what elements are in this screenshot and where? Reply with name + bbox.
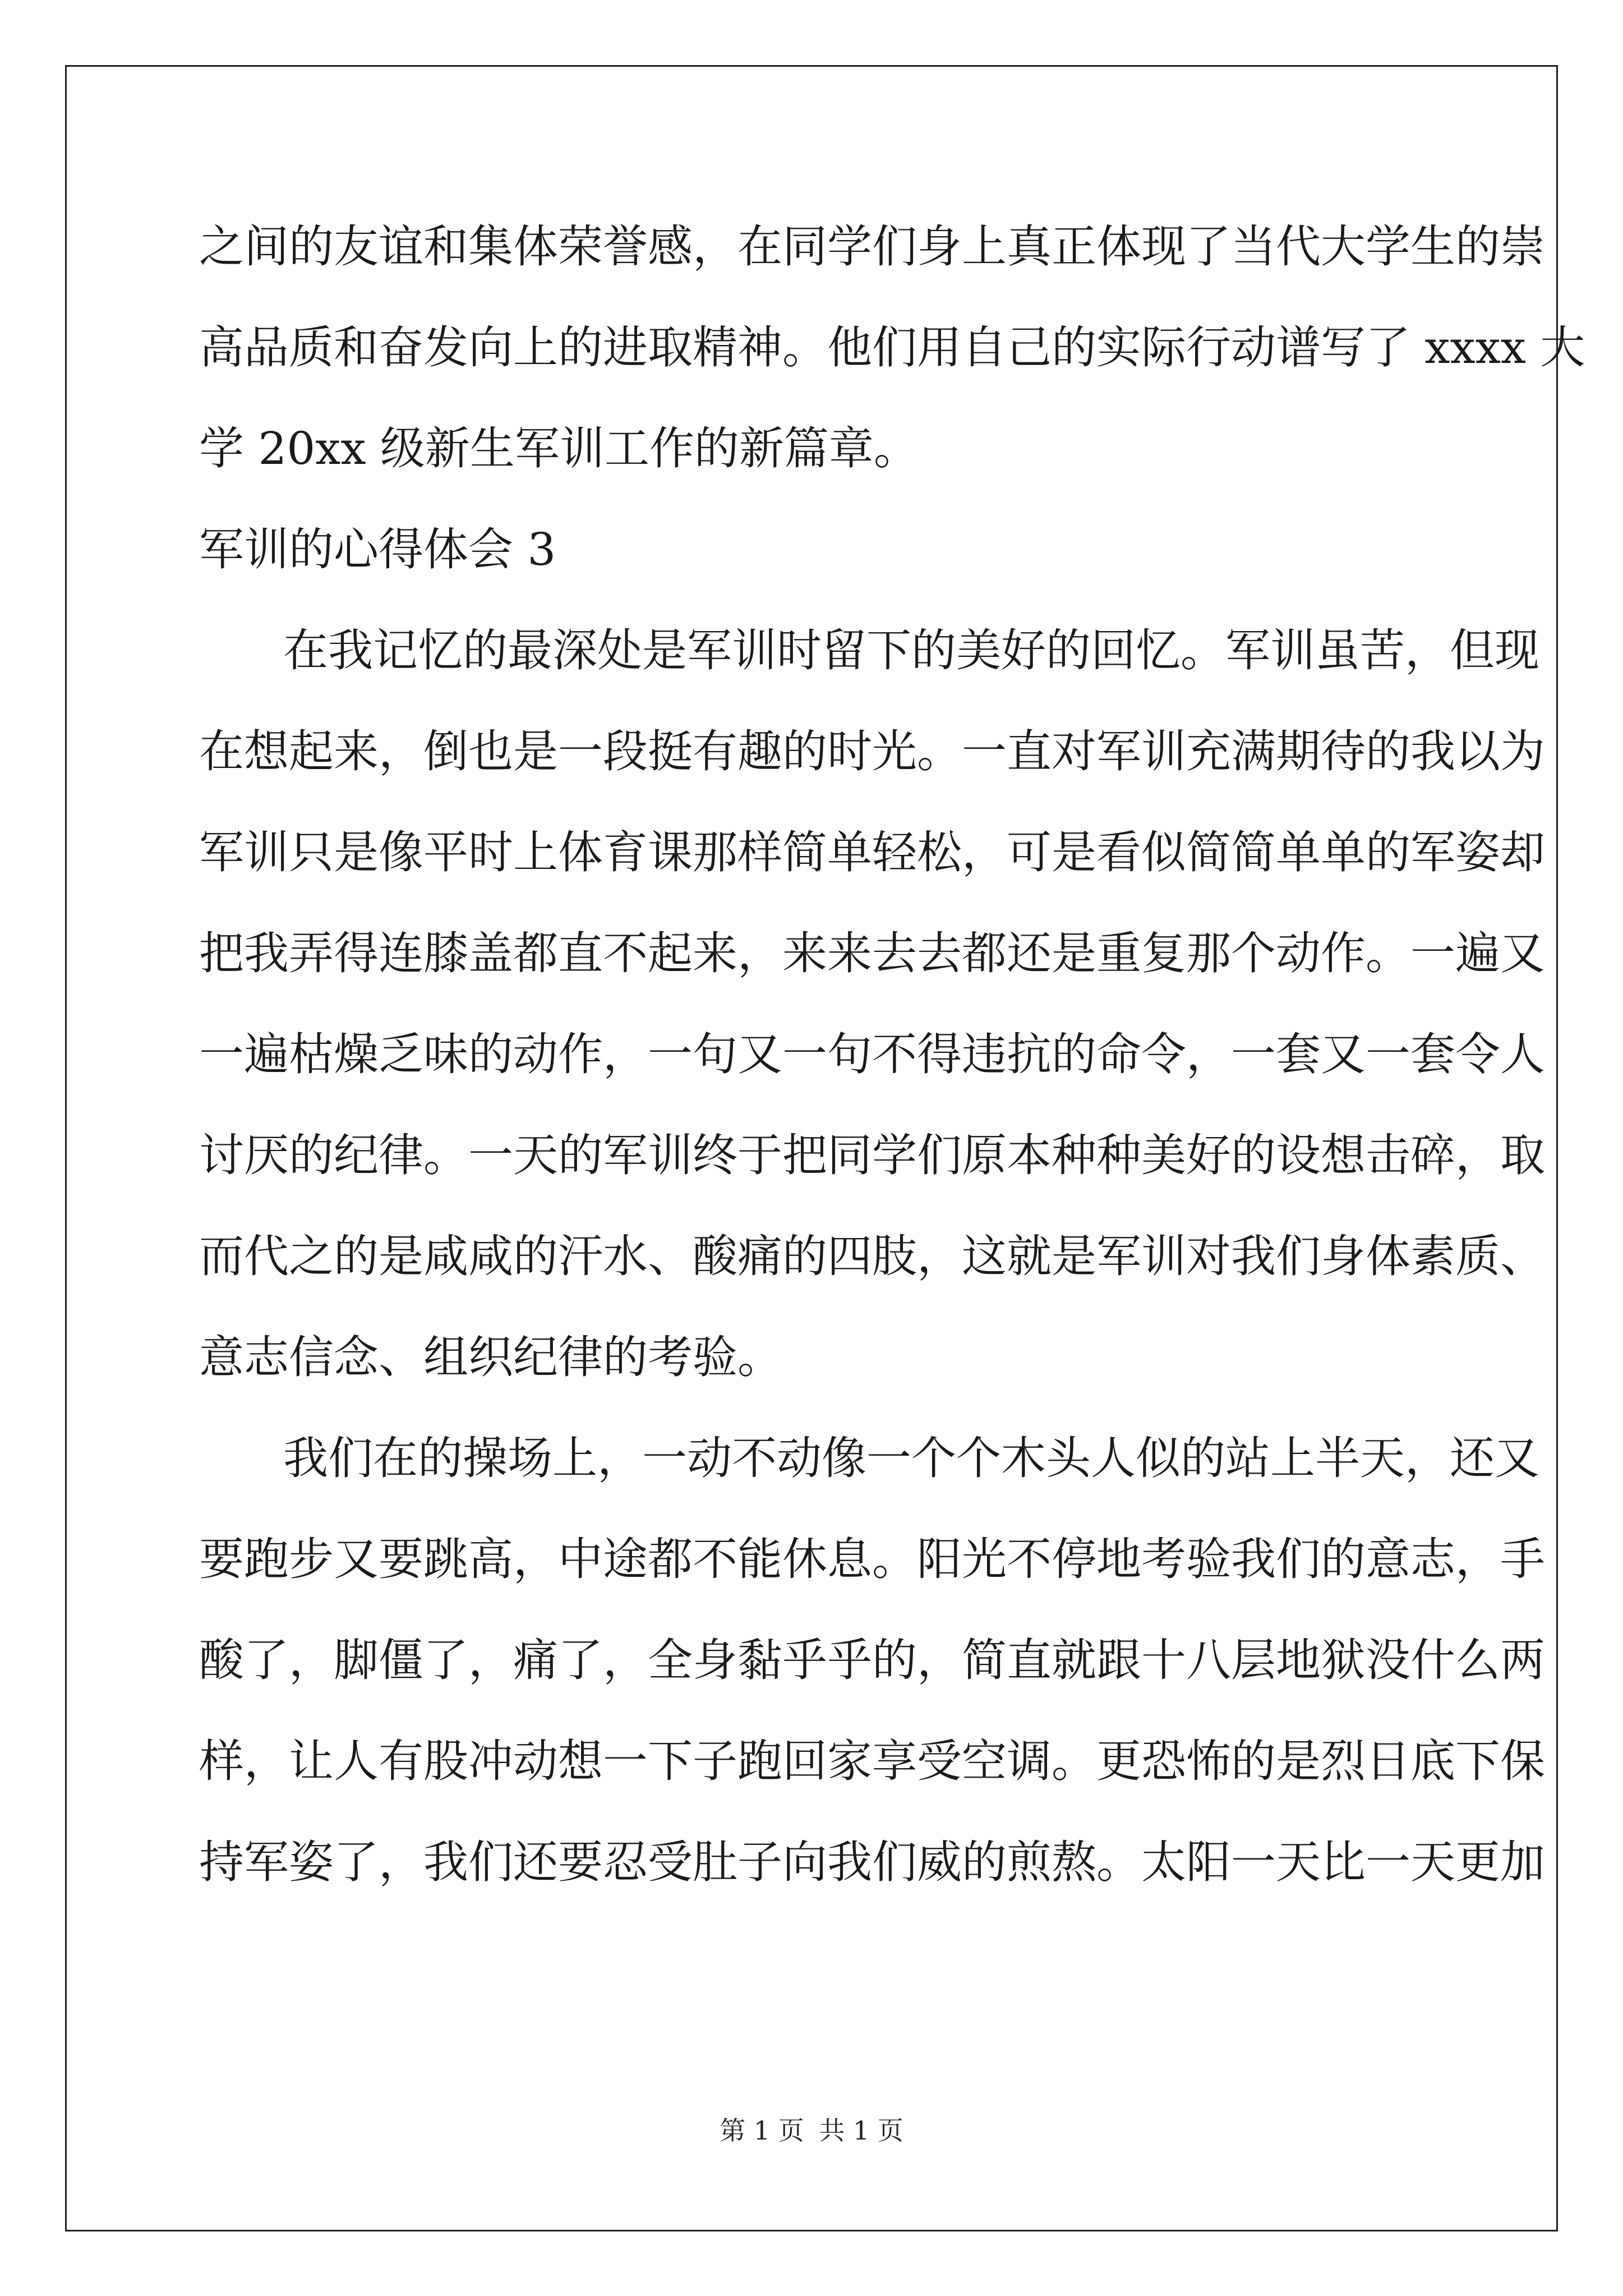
page-total: 共 1 页: [819, 2115, 903, 2146]
paragraph-line: 学 20xx 级新生军训工作的新篇章。: [199, 422, 919, 475]
section-heading: 军训的心得体会 3: [199, 523, 556, 576]
paragraph-line: 要跑步又要跳高，中途都不能休息。阳光不停地考验我们的意志，手: [199, 1533, 1545, 1585]
paragraph-line: 持军姿了，我们还要忍受肚子向我们威的煎熬。太阳一天比一天更加: [199, 1836, 1545, 1888]
paragraph-line: 意志信念、组织纪律的考验。: [199, 1331, 782, 1383]
paragraph-line: 一遍枯燥乏味的动作，一句又一句不得违抗的命令，一套又一套令人: [199, 1028, 1545, 1080]
paragraph-line: 在想起来，倒也是一段挺有趣的时光。一直对军训充满期待的我以为: [199, 725, 1545, 777]
page-footer: [0, 2115, 1623, 2146]
paragraph-line: 讨厌的纪律。一天的军训终于把同学们原本种种美好的设想击碎，取: [199, 1129, 1545, 1181]
paragraph-line: 酸了，脚僵了，痛了，全身黏乎乎的，简直就跟十八层地狱没什么两: [199, 1634, 1545, 1686]
paragraph-line: 之间的友谊和集体荣誉感，在同学们身上真正体现了当代大学生的崇: [199, 220, 1545, 273]
paragraph-line: 样，让人有股冲动想一下子跑回家享受空调。更恐怖的是烈日底下保: [199, 1735, 1545, 1787]
paragraph-line: 高品质和奋发向上的进取精神。他们用自己的实际行动谱写了 xxxx 大: [199, 321, 1585, 374]
paragraph-line: 把我弄得连膝盖都直不起来，来来去去都还是重复那个动作。一遍又: [199, 927, 1545, 979]
paragraph-line: 在我记忆的最深处是军训时留下的美好的回忆。军训虽苦，但现: [283, 624, 1539, 677]
paragraph-line: 而代之的是咸咸的汗水、酸痛的四肢，这就是军训对我们身体素质、: [199, 1230, 1545, 1282]
paragraph-line: 军训只是像平时上体育课那样简单轻松，可是看似简简单单的军姿却: [199, 826, 1545, 878]
page-number: 第 1 页: [720, 2115, 804, 2146]
paragraph-line: 我们在的操场上，一动不动像一个个木头人似的站上半天，还又: [283, 1432, 1539, 1484]
